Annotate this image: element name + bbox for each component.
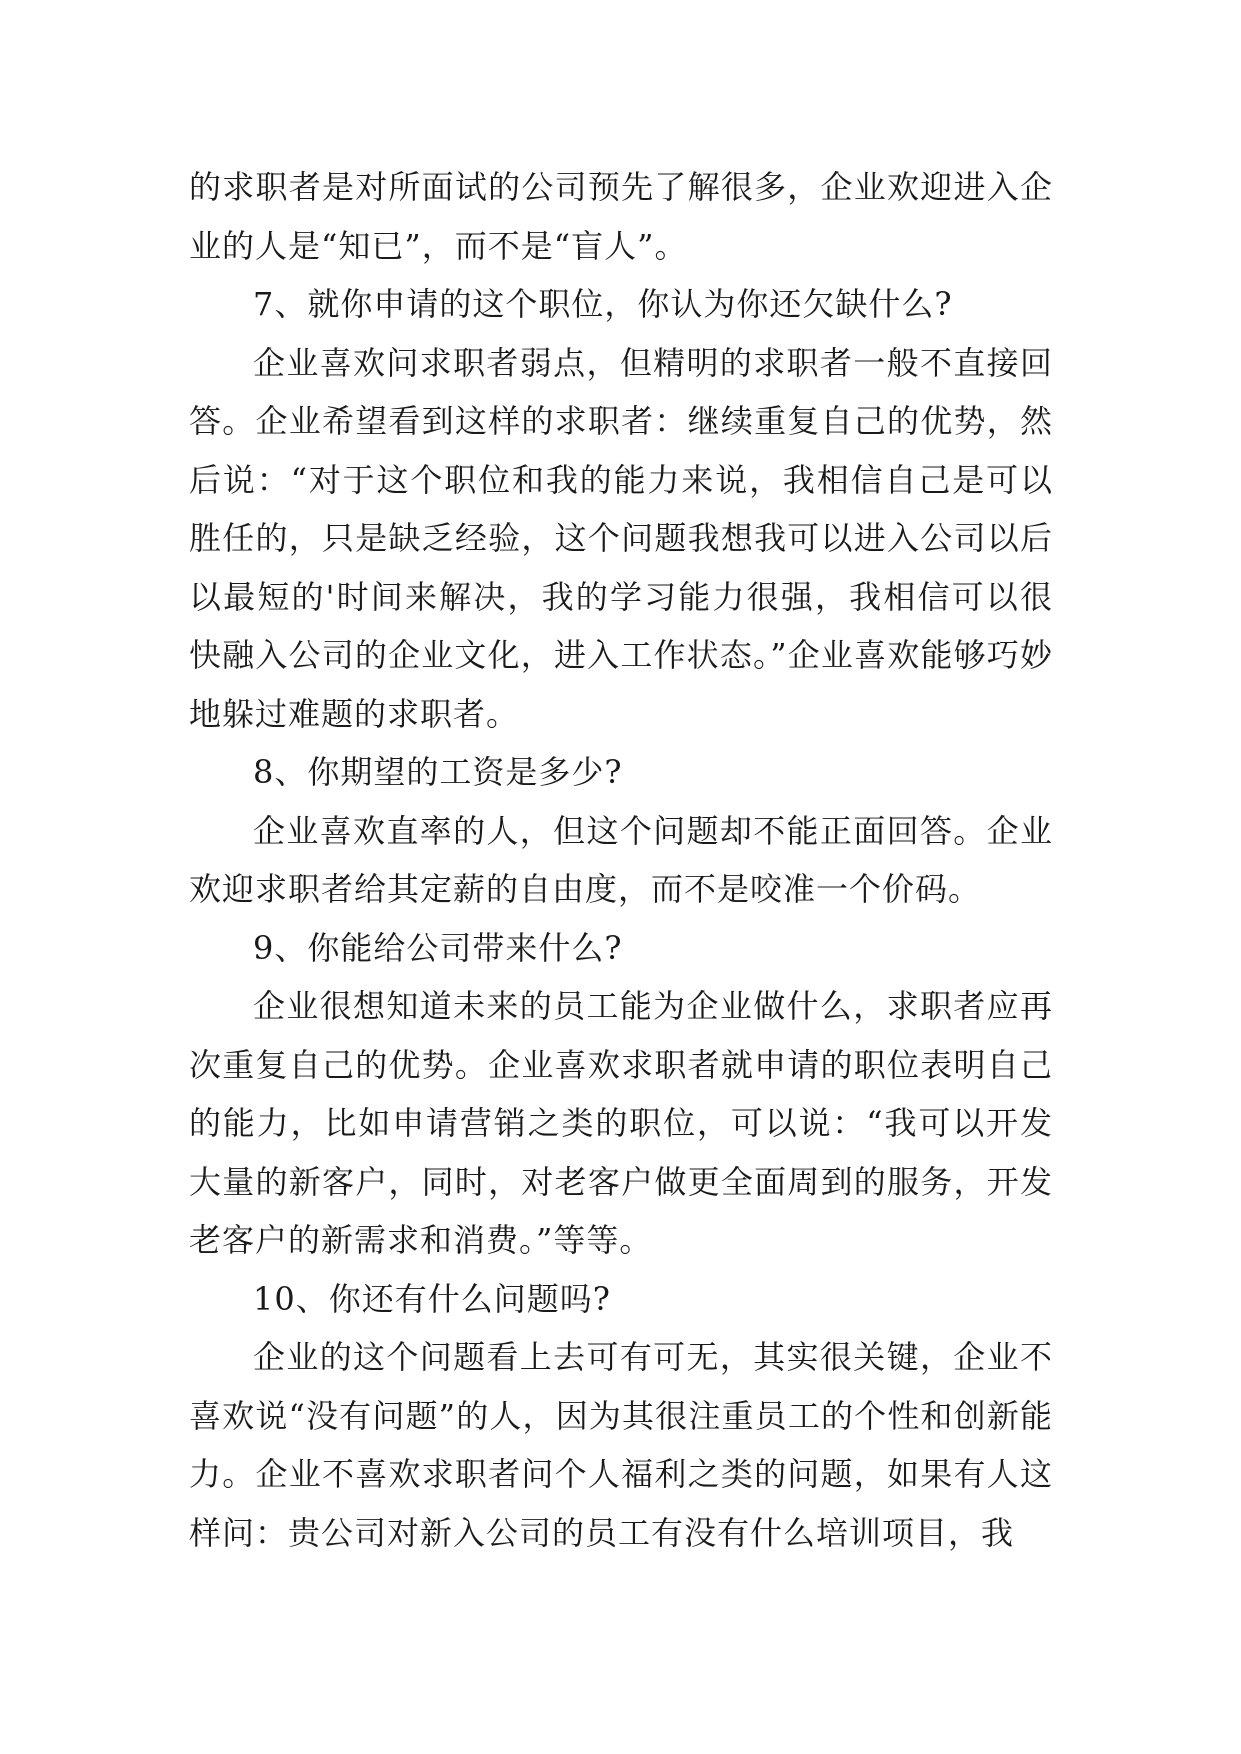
question-8-answer: 企业喜欢直率的人，但这个问题却不能正面回答。企业欢迎求职者给其定薪的自由度，而不是咬准一个价码。 — [189, 811, 1053, 908]
question-7-heading: 7、就你申请的这个职位，你认为你还欠缺什么? — [253, 285, 953, 323]
question-10-heading: 10、你还有什么问题吗? — [253, 1279, 611, 1318]
question-7-answer: 企业喜欢问求职者弱点，但精明的求职者一般不直接回答。企业希望看到这样的求职者：继续重复自己的优势，然后说：“对于这个职位和我的能力来说，我相信自己是可以胜任的，只是缺乏经验，这个问题我想我可以进入公司以后以最短的'时间来解决，我的学习能力很强，我相信可以很快融入公司的企业文化，进入工作状态。”企业喜欢能够巧妙地躲过难题的求职者。 — [189, 343, 1053, 733]
paragraph-intro-continuation: 的求职者是对所面试的公司预先了解很多，企业欢迎进入企业的人是“知已”，而不是“盲人”。 — [189, 168, 1053, 265]
question-9-answer: 企业很想知道未来的员工能为企业做什么，求职者应再次重复自己的优势。企业喜欢求职者就申请的职位表明自己的能力，比如申请营销之类的职位，可以说：“我可以开发大量的新客户，同时，对老客户做更全面周到的服务，开发老客户的新需求和消费。”等等。 — [189, 987, 1053, 1259]
question-10-answer: 企业的这个问题看上去可有可无，其实很关键，企业不喜欢说“没有问题”的人，因为其很注重员工的个性和创新能力。企业不喜欢求职者问个人福利之类的问题，如果有人这样问：贵公司对新入公司的员工有没有什么培训项目，我 — [189, 1338, 1053, 1552]
question-9-heading: 9、你能给公司带来什么? — [253, 928, 623, 967]
document-body — [189, 158, 1053, 1562]
question-8-heading: 8、你期望的工资是多少? — [253, 753, 623, 791]
